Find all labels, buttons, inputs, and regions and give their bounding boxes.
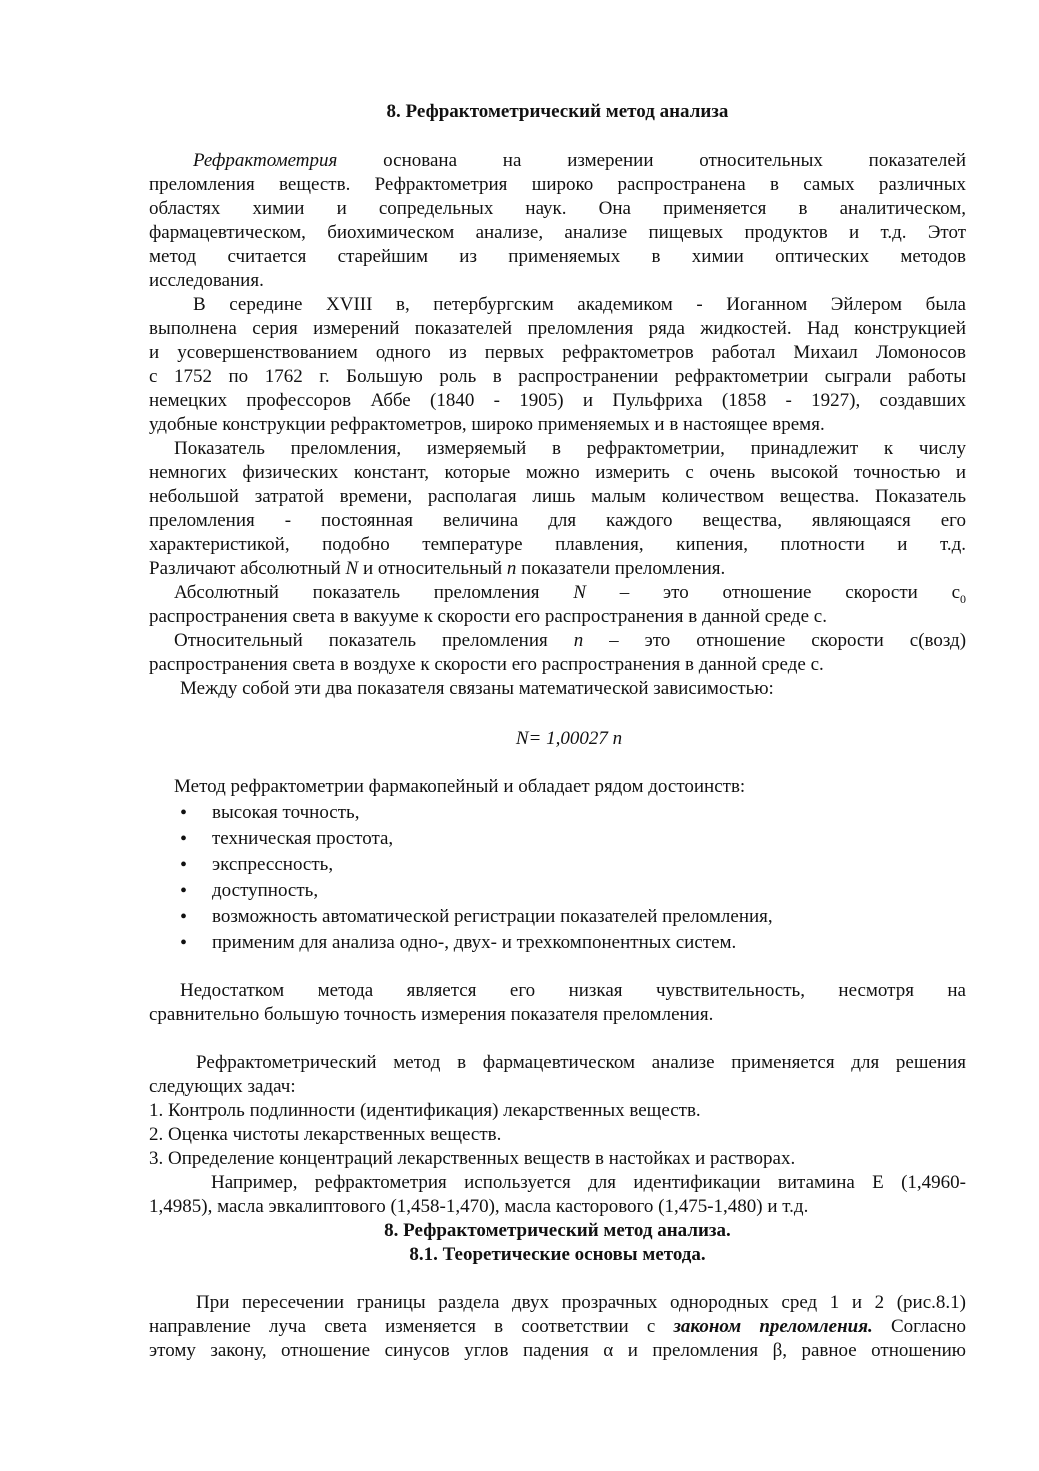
p10-line-2-a: направление луча света изменяется в соответствии с [149,1316,656,1337]
task-item-2: 2. Оценка чистоты лекарственных веществ. [149,1124,502,1145]
example-line-2: 1,4985), масла эвкалиптового (1,458-1,470), масла касторового (1,475-1,480) и т.д. [149,1196,809,1217]
p3-line-1: Показатель преломления, измеряемый в рефрактометрии, принадлежит к числу [174,438,966,459]
subscript-0: 0 [960,591,967,606]
p5-line-1-b: – это отношение скорости с(возд) [609,630,967,651]
p4-line-1-a: Абсолютный показатель преломления [174,582,540,603]
p3-line-2: немногих физических констант, которые можно измерить с очень высокой точностью и [149,462,966,483]
p5-line-1 [174,629,966,653]
p1-line-2: преломления веществ. Рефрактометрия широко распространена в самых различных [149,174,966,195]
symbol-N-abs: N [573,582,586,603]
term-law-of-refraction: законом преломления. [673,1316,873,1337]
subsection-title: 8.1. Теоретические основы метода. [409,1244,706,1265]
p2-line-4: с 1752 по 1762 г. Большую роль в распространении рефрактометрии сыграли работы [149,366,966,387]
bullet-marker [180,801,192,826]
p4-line-1-b: – это отношение скорости [619,582,918,603]
bullet-marker [180,931,192,956]
symbol-c0 [951,582,967,606]
p1-line-1 [193,149,966,173]
p4-line-2: распространения света в вакууме к скорости его распространения в данной среде с. [149,606,827,627]
p6-line-1: Между собой эти два показателя связаны математической зависимостью: [180,678,774,699]
p1-line-1-text: основана на измерении относительных показателей [383,150,966,171]
bullet-item-4: доступность, [212,880,319,901]
p2-line-1: В середине XVIII в, петербургским академиком - Иоганном Эйлером была [193,294,966,315]
p2-line-2: выполнена серия измерений показателей преломления ряда жидкостей. Над конструкцией [149,318,966,339]
p3-line-6-a: Различают абсолютный [149,558,346,579]
p1-line-5: метод считается старейшим из применяемых в химии оптических методов [149,246,966,267]
bullet-item-6: применим для анализа одно-, двух- и трехкомпонентных систем. [212,932,737,953]
p2-line-3: и усовершенствованием одного из первых рефрактометров работал Михаил Ломоносов [149,342,966,363]
p1-line-4: фармацевтическом, биохимическом анализе, анализе пищевых продуктов и т.д. Этот [149,222,966,243]
p8-line-2: сравнительно большую точность измерения показателя преломления. [149,1004,714,1025]
example-line-1: Например, рефрактометрия используется для идентификации витамина Е (1,4960- [211,1172,966,1193]
p1-line-6: исследования. [149,270,264,291]
p5-line-1-a: Относительный показатель преломления [174,630,548,651]
bullet-marker [180,879,192,904]
term-refractometry: Рефрактометрия [193,150,338,171]
p3-line-5: характеристикой, подобно температуре плавления, кипения, плотности и т.д. [149,534,966,555]
p3-line-6-b: и относительный [358,558,507,579]
p10-line-2 [149,1315,966,1339]
p5-line-2: распространения света в воздухе к скорости его распространения в данной среде с. [149,654,824,675]
p2-line-5: немецких профессоров Аббе (1840 - 1905) и Пульфриха (1858 - 1927), создавших [149,390,966,411]
bullet-marker [180,827,192,852]
p10-line-2-c: Согласно [890,1316,966,1337]
p9-line-1: Рефрактометрический метод в фармацевтическом анализе применяется для решения [196,1052,966,1073]
symbol-n-rel: n [573,630,584,651]
p3-line-3: небольшой затратой времени, располагая лишь малым количеством вещества. Показатель [149,486,966,507]
p3-line-6-c: показатели преломления. [516,558,726,579]
formula: N= 1,00027 n [515,728,623,749]
symbol-N: N [345,558,359,579]
p10-line-1: При пересечении границы раздела двух прозрачных однородных сред 1 и 2 (рис.8.1) [196,1292,966,1313]
bullet-item-1: высокая точность, [212,802,360,823]
task-item-3: 3. Определение концентраций лекарственных веществ в настойках и растворах. [149,1148,796,1169]
section-title: 8. Рефрактометрический метод анализа. [384,1220,731,1241]
bullet-item-2: техническая простота, [212,828,394,849]
p3-line-6 [149,557,966,581]
bullet-marker [180,905,192,930]
bullet-item-5: возможность автоматической регистрации показателей преломления, [212,906,773,927]
p8-line-1: Недостатком метода является его низкая чувствительность, несмотря на [180,980,966,1001]
p2-line-6: удобные конструкции рефрактометров, широко применяемых и в настоящее время. [149,414,825,435]
task-item-1: 1. Контроль подлинности (идентификация) лекарственных веществ. [149,1100,701,1121]
bullet-marker [180,853,192,878]
p9-line-2: следующих задач: [149,1076,296,1097]
page-title: 8. Рефрактометрический метод анализа [386,101,729,122]
symbol-c: c [951,582,961,603]
symbol-n: n [506,558,517,579]
p7-line-1: Метод рефрактометрии фармакопейный и обладает рядом достоинств: [174,776,746,797]
p10-line-3: этому закону, отношение синусов углов падения α и преломления β, равное отношению [149,1340,966,1361]
bullet-item-3: экспрессность, [212,854,334,875]
p3-line-4: преломления - постоянная величина для каждого вещества, являющаяся его [149,510,966,531]
p1-line-3: областях химии и сопредельных наук. Она применяется в аналитическом, [149,198,966,219]
